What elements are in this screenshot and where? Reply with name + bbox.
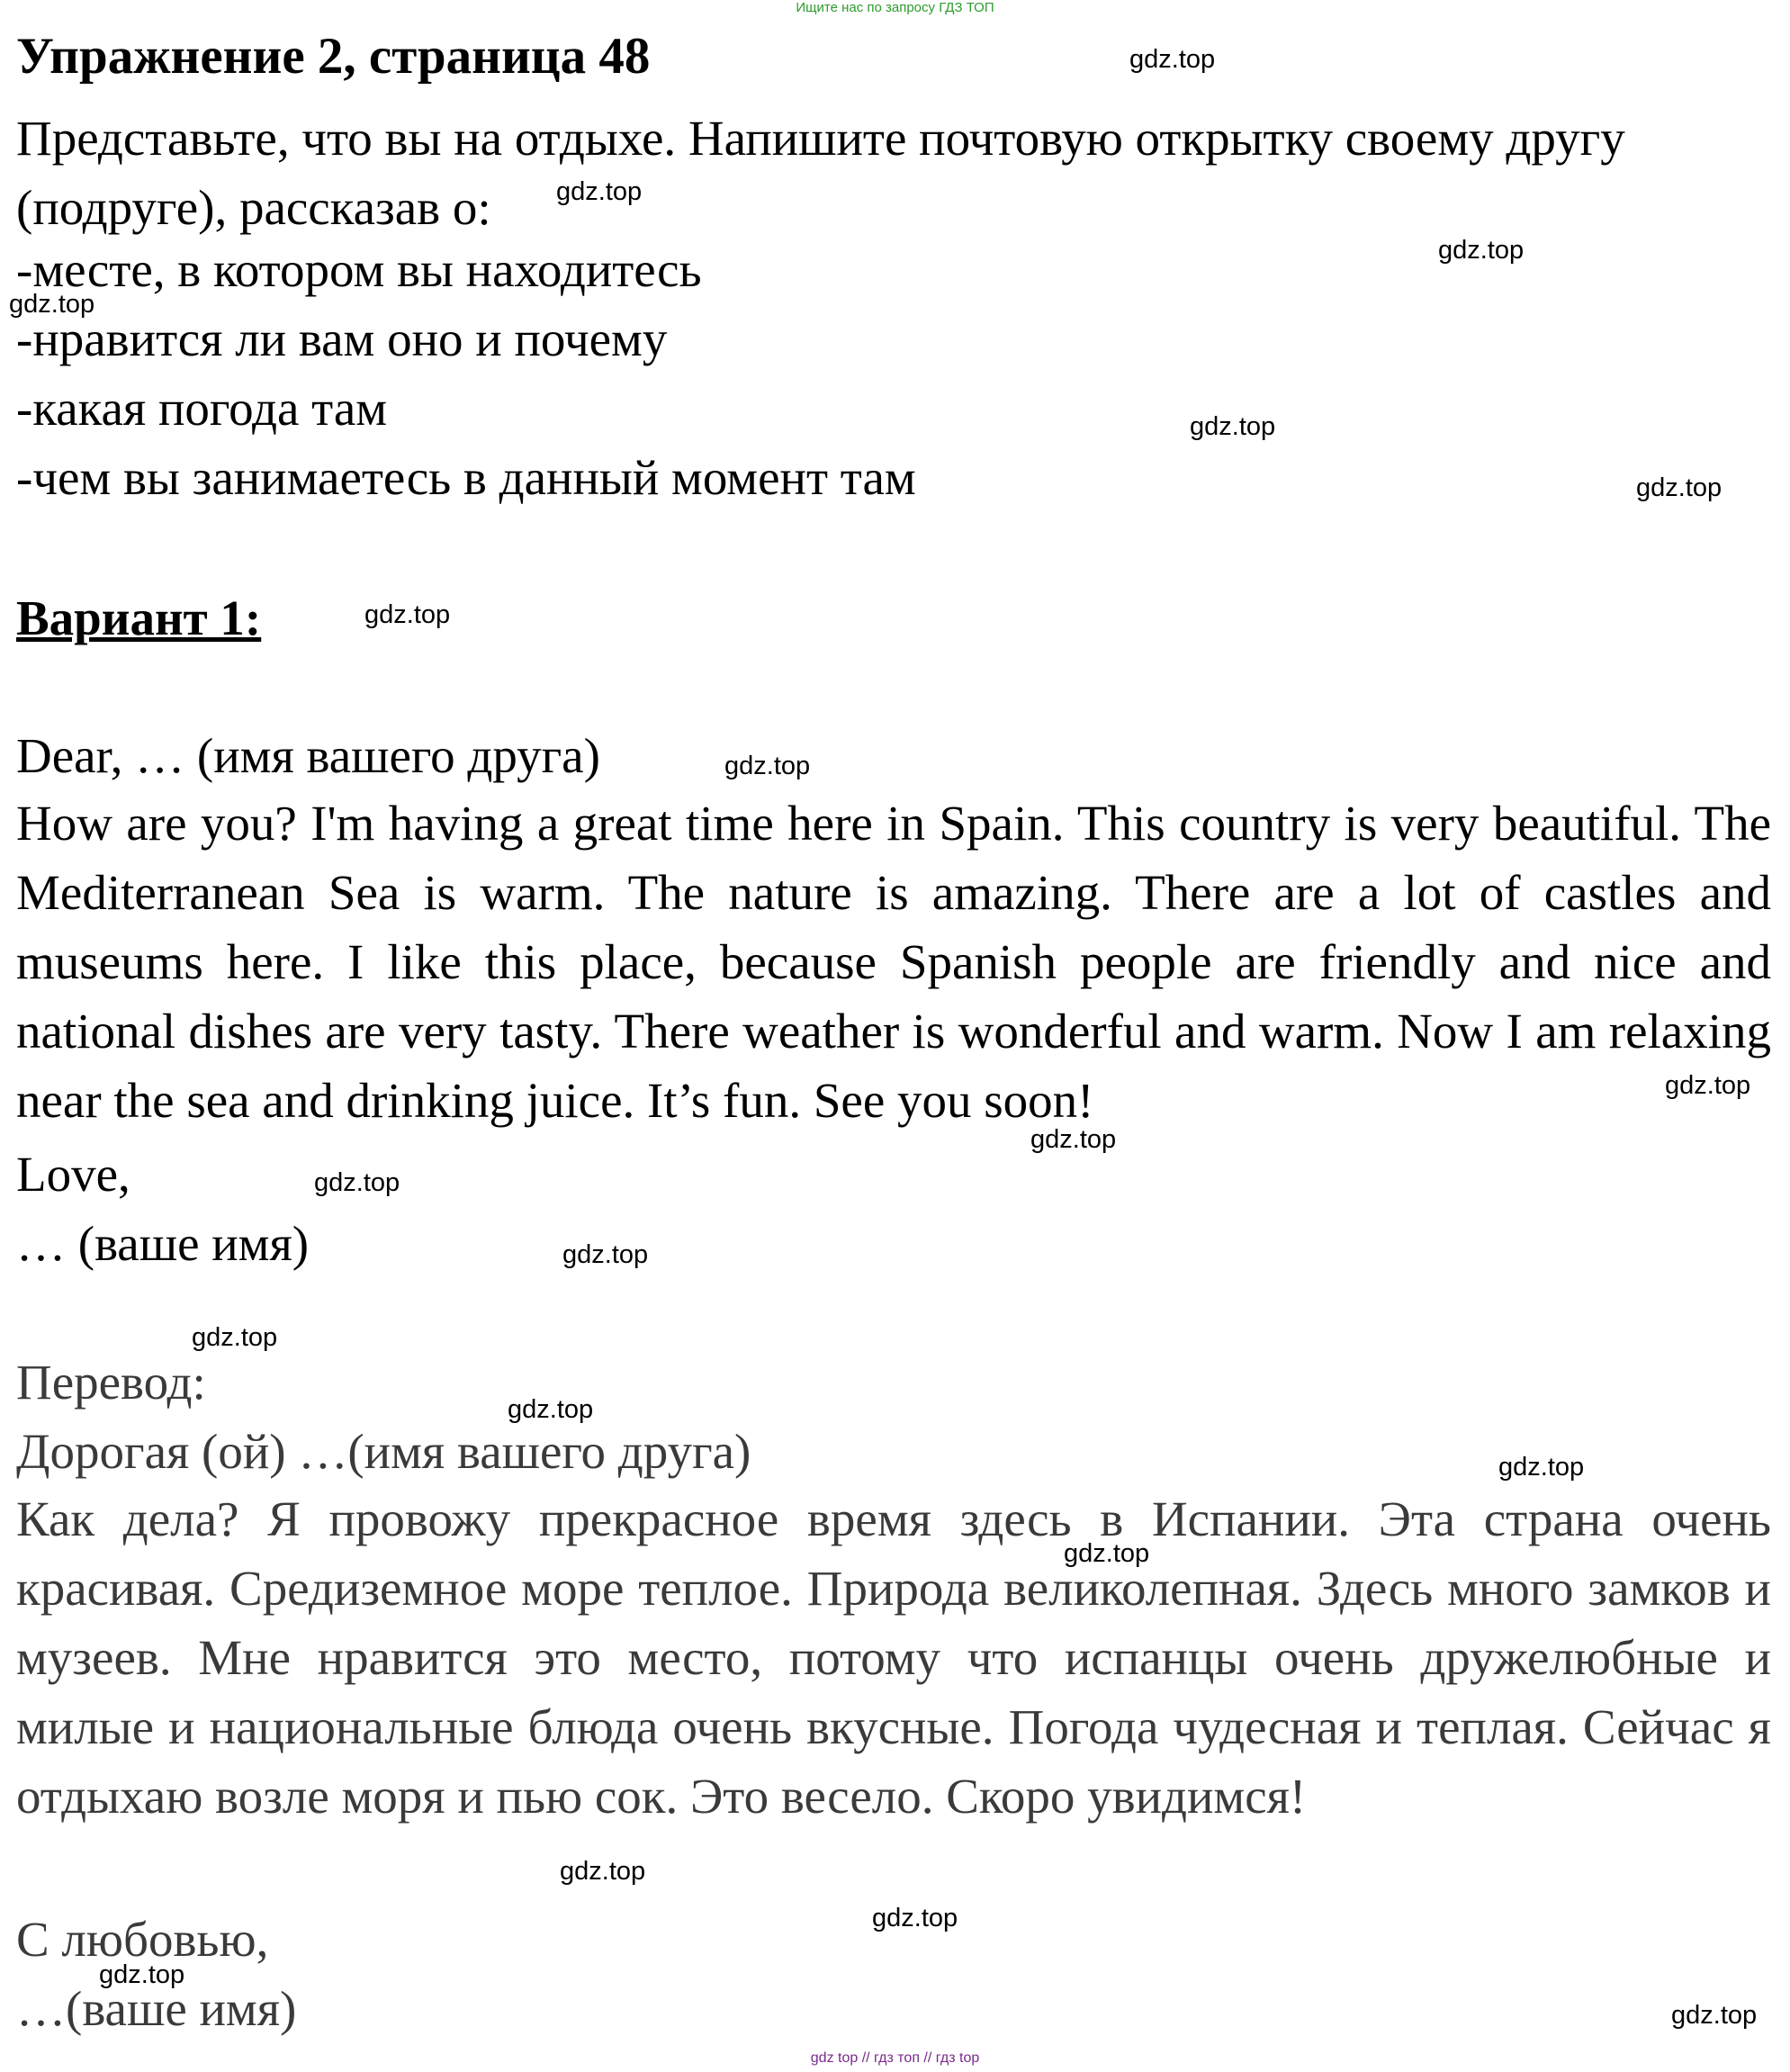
translation-heading: Перевод: bbox=[16, 1355, 206, 1410]
footer-note: gdz top // гдз топ // гдз top bbox=[810, 2050, 980, 2066]
watermark: gdz.top bbox=[1438, 236, 1525, 265]
translation-body: Как дела? Я провожу прекрасное время здесь в Испании. Эта страна очень красивая. Средиземное море теплое. Природа великолепная. Здесь много замков и музеев. Мне нравится это место, потому что испанцы очень дружелюбные и милые и национальные блюда очень вкусные. Погода чудесная и теплая. Сейчас я отдыхаю возле моря и пью сок. Это весело. Скоро увидимся! bbox=[16, 1491, 1771, 1824]
watermark: gdz.top bbox=[508, 1395, 594, 1424]
watermark: gdz.top bbox=[1498, 1453, 1585, 1482]
watermark: gdz.top bbox=[9, 290, 95, 319]
translation-greeting: Дорогая (ой) …(имя вашего друга) bbox=[16, 1424, 751, 1479]
watermark: gdz.top bbox=[872, 1904, 958, 1932]
translation-closing: С любовью, bbox=[16, 1912, 269, 1967]
letter-body: How are you? I'm having a great time here in Spain. This country is very beautiful. The Mediterranean Sea is warm. The nature is amazing. There are a lot of castles and museums here. I like this place, because Spanish people are friendly and nice and national dishes are very tasty. There weather is wonderful and warm. Now I am relaxing near the sea and drinking juice. It’s fun. See you soon! bbox=[16, 796, 1771, 1128]
header-note: Ищите нас по запросу ГДЗ ТОП bbox=[796, 0, 994, 15]
variant-title: Вариант 1: bbox=[16, 590, 262, 645]
watermark: gdz.top bbox=[560, 1857, 646, 1886]
watermark: gdz.top bbox=[1671, 2001, 1758, 2030]
watermark: gdz.top bbox=[1636, 473, 1723, 502]
watermark: gdz.top bbox=[314, 1168, 400, 1197]
letter-closing: Love, bbox=[16, 1147, 130, 1202]
watermark: gdz.top bbox=[724, 752, 811, 780]
task-item: -нравится ли вам оно и почему bbox=[16, 311, 668, 366]
watermark: gdz.top bbox=[364, 600, 451, 629]
task-intro: Представьте, что вы на отдыхе. Напишите почтовую открытку своему другу (подруге), рассказав о: bbox=[16, 111, 1625, 235]
watermark: gdz.top bbox=[1129, 45, 1216, 74]
translation-signature: …(ваше имя) bbox=[16, 1981, 297, 2036]
watermark: gdz.top bbox=[562, 1240, 649, 1269]
watermark: gdz.top bbox=[556, 177, 643, 206]
watermark: gdz.top bbox=[1030, 1125, 1117, 1154]
watermark: gdz.top bbox=[192, 1323, 278, 1352]
task-item: -какая погода там bbox=[16, 381, 388, 436]
task-item: -чем вы занимаетесь в данный момент там bbox=[16, 450, 916, 505]
watermark: gdz.top bbox=[1665, 1071, 1751, 1100]
watermark: gdz.top bbox=[99, 1960, 185, 1989]
watermark: gdz.top bbox=[1190, 412, 1276, 441]
watermark: gdz.top bbox=[1064, 1539, 1150, 1568]
page-title: Упражнение 2, страница 48 bbox=[16, 28, 651, 85]
letter-signature: … (ваше имя) bbox=[16, 1216, 310, 1271]
task-item: -месте, в котором вы находитесь bbox=[16, 242, 702, 297]
letter-greeting: Dear, … (имя вашего друга) bbox=[16, 728, 600, 783]
